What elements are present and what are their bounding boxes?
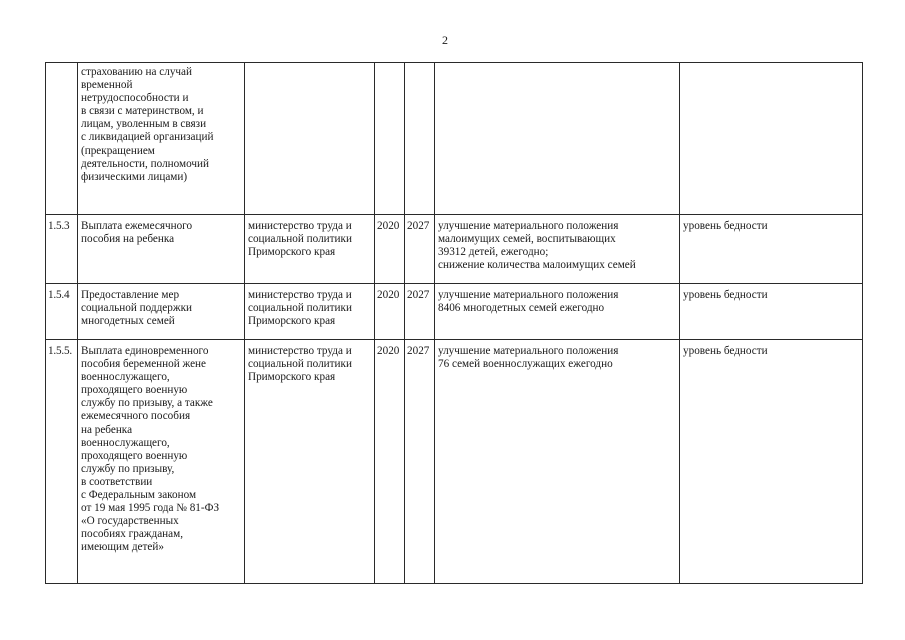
responsible-executor: министерство труда и социальной политики Приморского края bbox=[245, 284, 375, 340]
table-row bbox=[46, 63, 863, 215]
expected-result: улучшение материального положения 8406 многодетных семей ежегодно bbox=[435, 284, 680, 340]
target-indicator: уровень бедности bbox=[680, 284, 863, 340]
responsible-executor bbox=[245, 63, 375, 215]
end-year: 2027 bbox=[405, 215, 435, 284]
measure-name: Выплата ежемесячного пособия на ребенка bbox=[78, 215, 245, 284]
item-number: 1.5.4 bbox=[46, 284, 78, 340]
target-indicator bbox=[680, 63, 863, 215]
target-indicator: уровень бедности bbox=[680, 340, 863, 584]
measures-table bbox=[45, 62, 863, 584]
expected-result: улучшение материального положения малоимущих семей, воспитывающих 39312 детей, ежегодно; снижение количества малоимущих семей bbox=[435, 215, 680, 284]
measure-name: Предоставление мер социальной поддержки многодетных семей bbox=[78, 284, 245, 340]
item-number: 1.5.3 bbox=[46, 215, 78, 284]
table-row bbox=[46, 215, 863, 284]
start-year: 2020 bbox=[375, 284, 405, 340]
start-year bbox=[375, 63, 405, 215]
responsible-executor: министерство труда и социальной политики Приморского края bbox=[245, 215, 375, 284]
expected-result: улучшение материального положения 76 семей военнослужащих ежегодно bbox=[435, 340, 680, 584]
expected-result bbox=[435, 63, 680, 215]
end-year bbox=[405, 63, 435, 215]
target-indicator: уровень бедности bbox=[680, 215, 863, 284]
start-year: 2020 bbox=[375, 215, 405, 284]
measure-name: страхованию на случай временной нетрудоспособности и в связи с материнством, и лицам, уволенным в связи с ликвидацией организаций (прекращением деятельности, полномочий физическими лицами) bbox=[78, 63, 245, 215]
end-year: 2027 bbox=[405, 340, 435, 584]
table-row bbox=[46, 284, 863, 340]
start-year: 2020 bbox=[375, 340, 405, 584]
end-year: 2027 bbox=[405, 284, 435, 340]
table-row bbox=[46, 340, 863, 584]
responsible-executor: министерство труда и социальной политики Приморского края bbox=[245, 340, 375, 584]
item-number: 1.5.5. bbox=[46, 340, 78, 584]
item-number bbox=[46, 63, 78, 215]
page-number: 2 bbox=[442, 33, 448, 47]
measure-name: Выплата единовременного пособия беременной жене военнослужащего, проходящего военную службу по призыву, а также ежемесячного пособия на ребенка военнослужащего, проходящего военную службу по призыву, в соответствии с Федеральным законом от 19 мая 1995 года № 81-ФЗ «О государственных пособиях гражданам, имеющим детей» bbox=[78, 340, 245, 584]
